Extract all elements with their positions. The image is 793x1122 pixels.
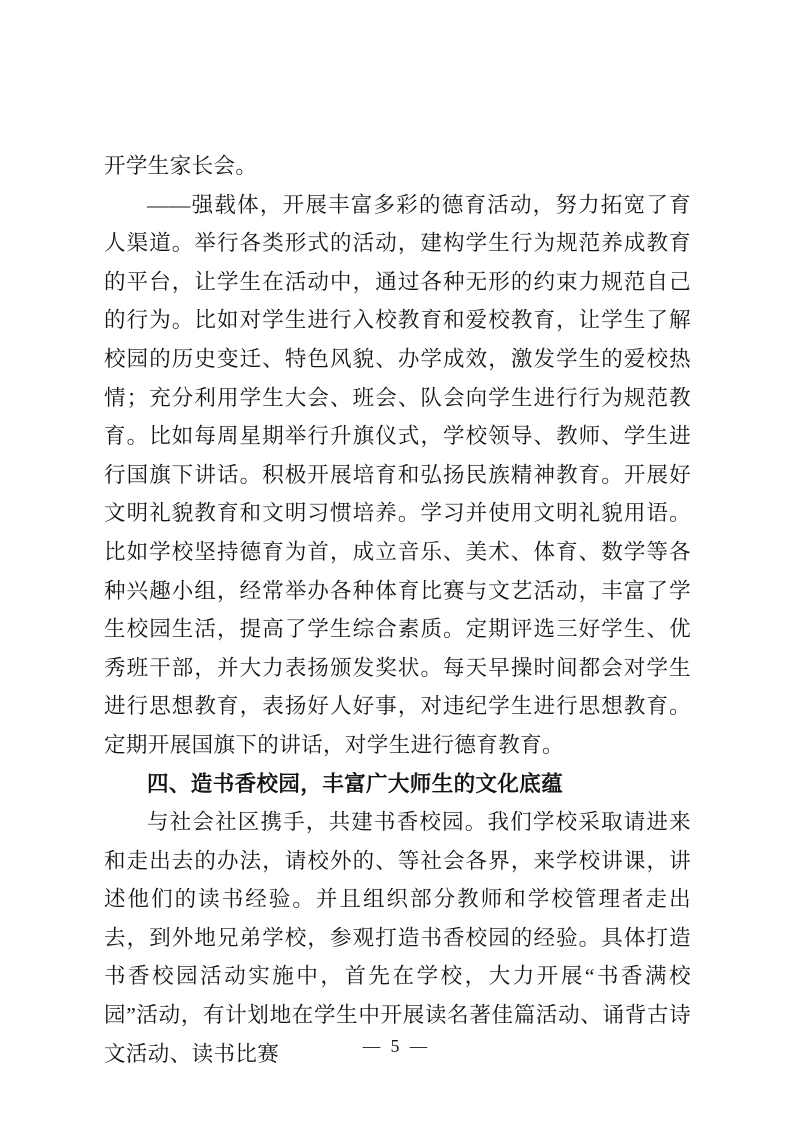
paragraph-shuxiang-campus: 与社会社区携手，共建书香校园。我们学校采取请进来和走出去的办法，请校外的、等社会各界，来学校讲课，讲述他们的读书经验。并且组织部分教师和学校管理者走出去，到外地兄弟学校，参观打造书香校园的经验。具体打造书香校园活动实施中，首先在学校，大力开展“书香满校园”活动，有计划地在学生中开展读名著佳篇活动、诵背古诗文活动、读书比赛 — [104, 810, 691, 1066]
section-heading-four: 四、造书香校园，丰富广大师生的文化底蕴 — [147, 771, 564, 796]
paragraph-continuation: 开学生家长会。 — [104, 154, 258, 178]
paragraph-deyu-activities: ——强载体，开展丰富多彩的德育活动，努力拓宽了育人渠道。举行各类形式的活动，建构学生行为规范养成教育的平台，让学生在活动中，通过各种无形的约束力规范自己的行为。比如对学生进行入校教育和爱校教育，让学生了解校园的历史变迁、特色风貌、办学成效，激发学生的爱校热情；充分利用学生大会、班会、队会向学生进行行为规范教育。比如每周星期举行升旗仪式，学校领导、教师、学生进行国旗下讲话。积极开展培育和弘扬民族精神教育。开展好文明礼貌教育和文明习惯培养。学习并使用文明礼貌用语。比如学校坚持德育为首，成立音乐、美术、体育、数学等各种兴趣小组，经常举办各种体育比赛与文艺活动，丰富了学生校园生活，提高了学生综合素质。定期评选三好学生、优秀班干部，并大力表扬颁发奖状。每天早操时间都会对学生进行思想教育，表扬好人好事，对违纪学生进行思想教育。定期开展国旗下的讲话，对学生进行德育教育。 — [104, 192, 691, 757]
page-number: — 5 — — [362, 1036, 431, 1056]
document-body — [104, 147, 691, 1073]
